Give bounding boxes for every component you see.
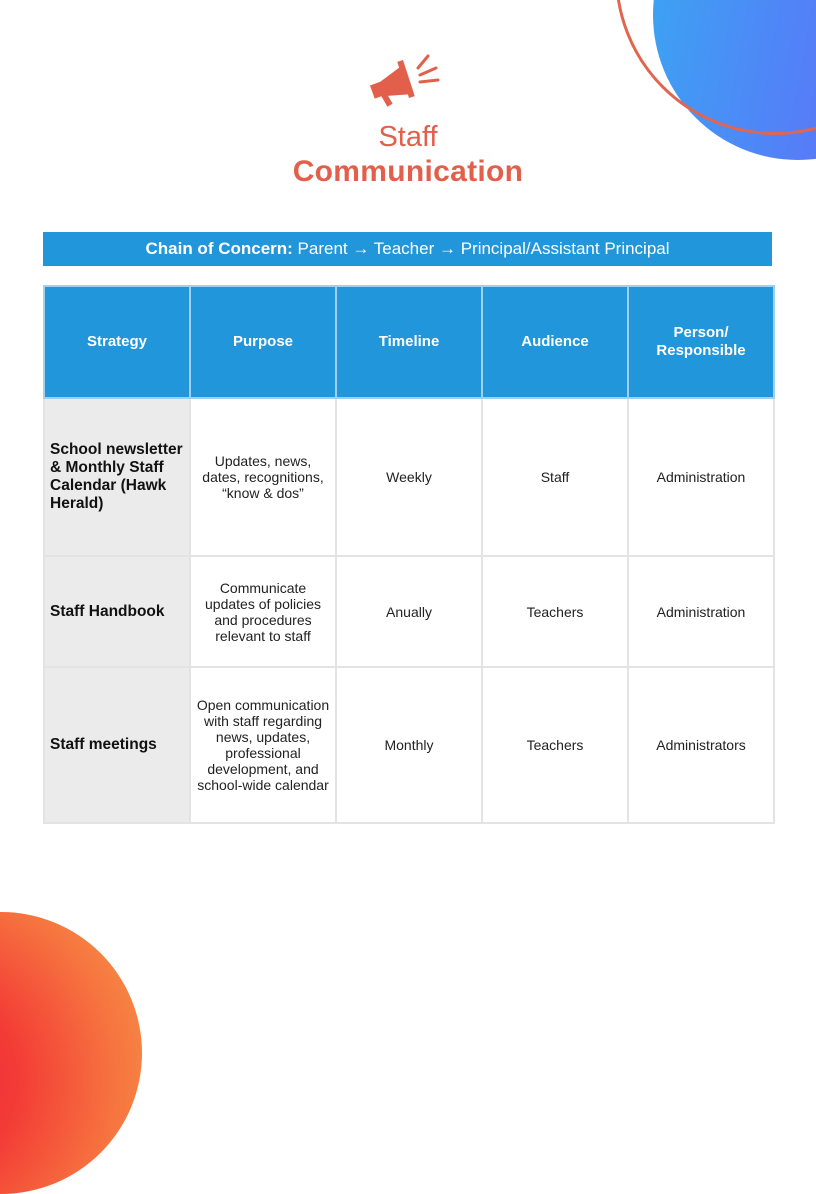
table-row (44, 556, 774, 667)
audience-cell: Staff (482, 398, 628, 556)
column-header-responsible: Person/ Responsible (628, 286, 774, 398)
strategy-cell: Staff Handbook (44, 556, 190, 667)
chain-label: Chain of Concern: (145, 239, 293, 258)
purpose-cell: Communicate updates of policies and procedures relevant to staff (190, 556, 336, 667)
chain-of-concern-banner (43, 232, 772, 266)
audience-cell: Teachers (482, 556, 628, 667)
table-header-row (44, 286, 774, 398)
timeline-cell: Monthly (336, 667, 482, 823)
column-header-strategy: Strategy (44, 286, 190, 398)
communication-table (43, 285, 775, 824)
responsible-cell: Administration (628, 398, 774, 556)
column-header-audience: Audience (482, 286, 628, 398)
column-header-purpose: Purpose (190, 286, 336, 398)
title-line-2: Communication (292, 155, 524, 188)
purpose-cell: Updates, news, dates, recognitions, “know & dos” (190, 398, 336, 556)
title-line-1: Staff (378, 121, 438, 153)
responsible-cell: Administrators (628, 667, 774, 823)
decorative-orange-circle (0, 912, 142, 1194)
purpose-cell: Open communication with staff regarding news, updates, professional development, and school-wide calendar (190, 667, 336, 823)
table-row (44, 398, 774, 556)
strategy-cell: School newsletter & Monthly Staff Calendar (Hawk Herald) (44, 398, 190, 556)
timeline-cell: Weekly (336, 398, 482, 556)
audience-cell: Teachers (482, 667, 628, 823)
megaphone-icon (370, 50, 446, 112)
timeline-cell: Anually (336, 556, 482, 667)
page-header (0, 50, 816, 190)
table-row (44, 667, 774, 823)
chain-value: Parent → Teacher → Principal/Assistant Principal (292, 239, 670, 258)
column-header-timeline: Timeline (336, 286, 482, 398)
responsible-cell: Administration (628, 556, 774, 667)
strategy-cell: Staff meetings (44, 667, 190, 823)
